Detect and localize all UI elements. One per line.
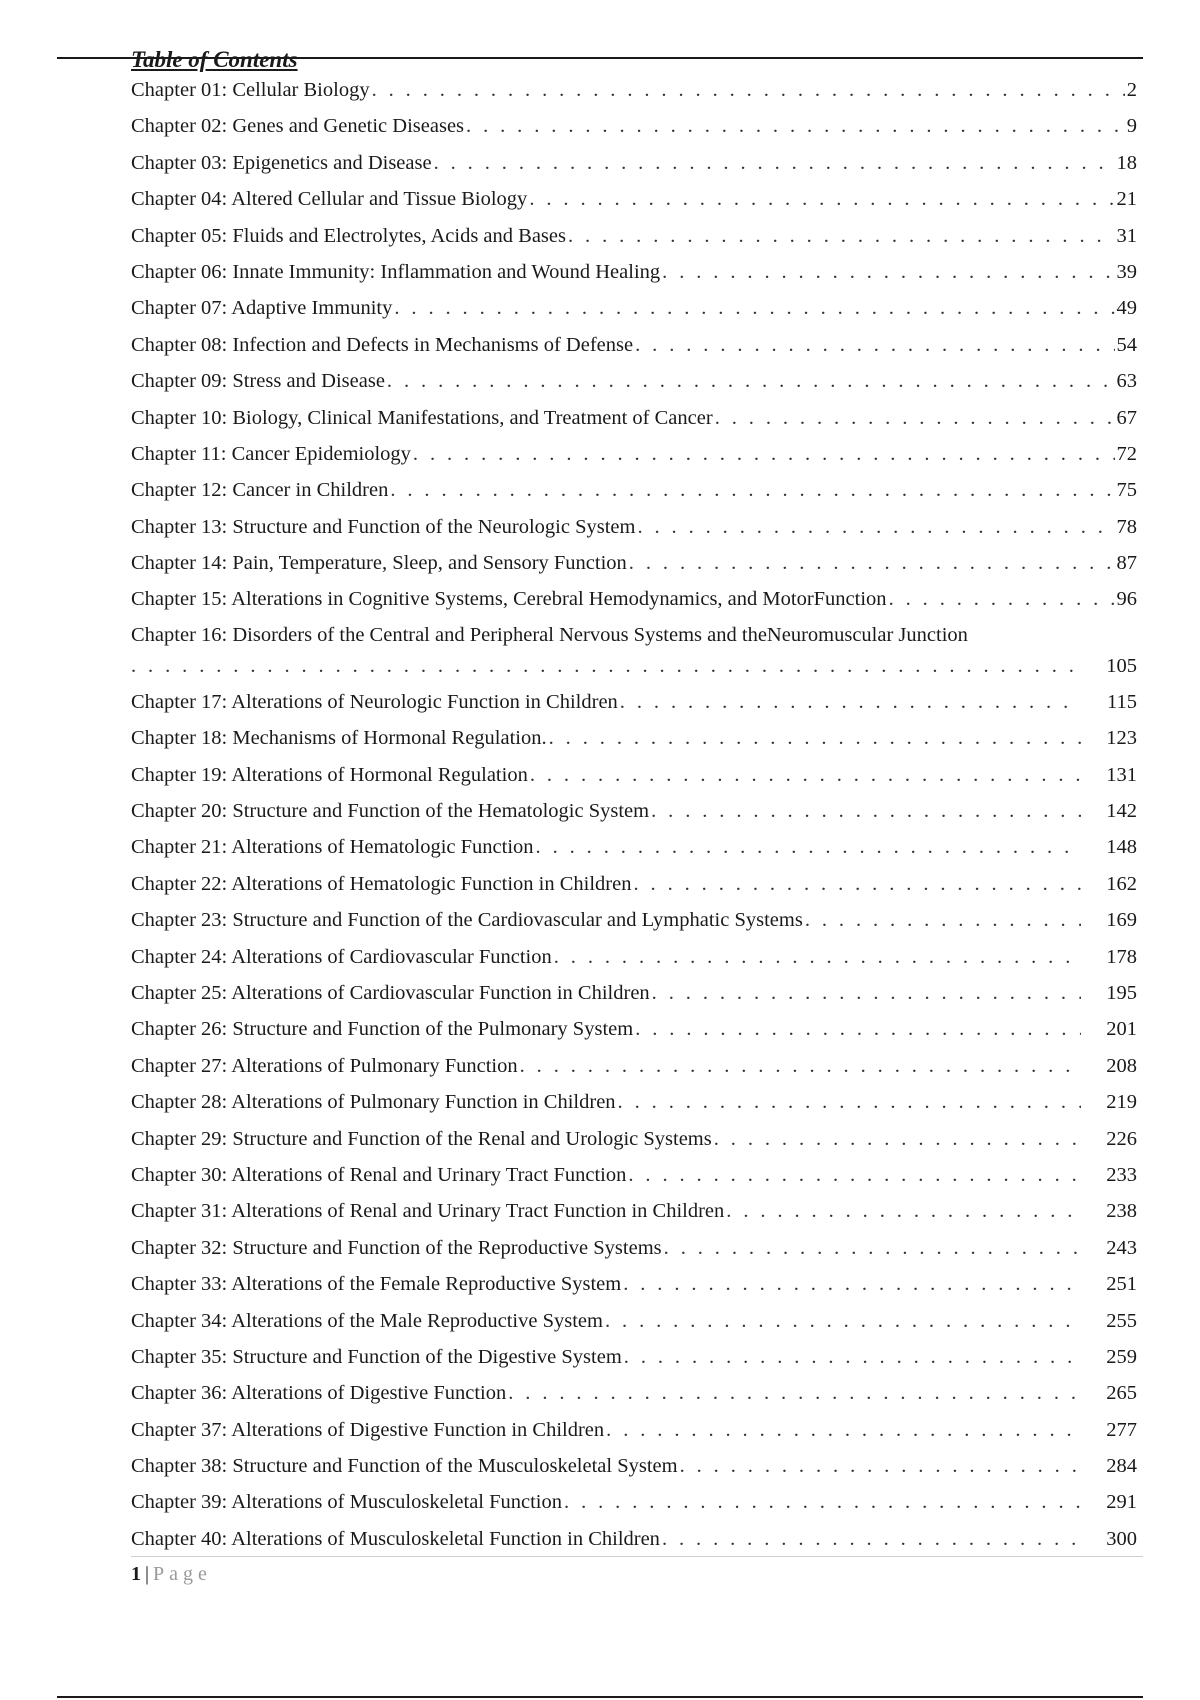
toc-entry-title: Chapter 27: Alterations of Pulmonary Function bbox=[131, 1054, 518, 1077]
toc-entry[interactable] bbox=[131, 327, 1137, 363]
toc-entry-page: 63 bbox=[1116, 370, 1137, 393]
toc-entry-page: 243 bbox=[1106, 1236, 1137, 1259]
toc-entry-title: Chapter 02: Genes and Genetic Diseases bbox=[131, 115, 465, 138]
dot-leader bbox=[568, 218, 1115, 254]
toc-entry[interactable] bbox=[131, 436, 1137, 472]
toc-entry[interactable] bbox=[131, 902, 1137, 938]
dot-leader bbox=[652, 975, 1081, 1011]
toc-entry-page: 201 bbox=[1106, 1018, 1137, 1041]
toc-entry[interactable] bbox=[131, 1266, 1137, 1302]
dot-leader bbox=[633, 866, 1081, 902]
toc-entry[interactable] bbox=[131, 254, 1137, 290]
toc-entry-page: 208 bbox=[1106, 1054, 1137, 1077]
toc-entry-title: Chapter 35: Structure and Function of the Digestive System bbox=[131, 1345, 622, 1368]
toc-entry-page: 115 bbox=[1107, 690, 1137, 713]
toc-entry-title: Chapter 11: Cancer Epidemiology bbox=[131, 442, 411, 465]
toc-entry-page: 78 bbox=[1116, 515, 1137, 538]
dot-leader bbox=[394, 290, 1114, 326]
toc-entry[interactable] bbox=[131, 472, 1137, 508]
toc-entry-page: 54 bbox=[1116, 333, 1137, 356]
toc-entry-page: 277 bbox=[1106, 1418, 1137, 1441]
toc-entry[interactable] bbox=[131, 1339, 1137, 1375]
toc-entry[interactable] bbox=[131, 1048, 1137, 1084]
toc-entry-title: Chapter 09: Stress and Disease bbox=[131, 370, 385, 393]
toc-entry[interactable] bbox=[131, 218, 1137, 254]
toc-entry-page: 255 bbox=[1106, 1309, 1137, 1332]
toc-entry[interactable] bbox=[131, 975, 1137, 1011]
toc-entry-page: 169 bbox=[1106, 909, 1137, 932]
toc-entry-title: Chapter 30: Alterations of Renal and Urinary Tract Function bbox=[131, 1163, 627, 1186]
toc-entry-page: 31 bbox=[1116, 224, 1137, 247]
dot-leader bbox=[714, 1121, 1081, 1157]
toc-entry-page: 251 bbox=[1106, 1273, 1137, 1296]
toc-entry-title: Chapter 03: Epigenetics and Disease bbox=[131, 151, 432, 174]
toc-entry-page: 195 bbox=[1106, 981, 1137, 1004]
page-number: 1 bbox=[131, 1563, 141, 1585]
toc-entry-page: 105 bbox=[1106, 654, 1137, 677]
dot-leader bbox=[372, 72, 1125, 108]
dot-leader bbox=[413, 436, 1115, 472]
dot-leader bbox=[623, 1266, 1081, 1302]
toc-entry[interactable] bbox=[131, 1193, 1137, 1229]
toc-entry[interactable] bbox=[131, 363, 1137, 399]
toc-entry[interactable] bbox=[131, 829, 1137, 865]
toc-entry[interactable] bbox=[131, 1011, 1137, 1047]
toc-entry[interactable] bbox=[131, 181, 1137, 217]
toc-entry-title: Chapter 18: Mechanisms of Hormonal Regulation. bbox=[131, 727, 547, 750]
toc-entry-page: 87 bbox=[1116, 552, 1137, 575]
toc-entry-title: Chapter 21: Alterations of Hematologic Function bbox=[131, 836, 534, 859]
toc-entry-title: Chapter 20: Structure and Function of the Hematologic System bbox=[131, 800, 650, 823]
toc-entry-page: 259 bbox=[1106, 1345, 1137, 1368]
toc-entry[interactable] bbox=[131, 1484, 1137, 1520]
dot-leader bbox=[726, 1193, 1081, 1229]
toc-entry[interactable] bbox=[131, 1412, 1137, 1448]
toc-entry-page: 9 bbox=[1126, 115, 1137, 138]
toc-entry-title: Chapter 34: Alterations of the Male Reproductive System bbox=[131, 1309, 603, 1332]
page-label: Page bbox=[153, 1563, 212, 1585]
toc-entry-page: 72 bbox=[1116, 442, 1137, 465]
toc-entry-title: Chapter 26: Structure and Function of the Pulmonary System bbox=[131, 1018, 634, 1041]
toc-entry-title: Chapter 28: Alterations of Pulmonary Function in Children bbox=[131, 1091, 616, 1114]
toc-entry[interactable] bbox=[131, 1084, 1137, 1120]
dot-leader bbox=[624, 1339, 1081, 1375]
toc-entry[interactable] bbox=[131, 108, 1137, 144]
dot-leader bbox=[618, 1084, 1081, 1120]
toc-heading: Table of Contents bbox=[131, 47, 298, 72]
dot-leader bbox=[554, 939, 1081, 975]
dot-leader bbox=[606, 1412, 1081, 1448]
toc-entry[interactable] bbox=[131, 400, 1137, 436]
toc-entry-title: Chapter 31: Alterations of Renal and Urinary Tract Function in Children bbox=[131, 1200, 725, 1223]
table-of-contents bbox=[131, 72, 1137, 1557]
toc-entry-title: Chapter 22: Alterations of Hematologic Function in Children bbox=[131, 872, 632, 895]
toc-entry[interactable] bbox=[131, 581, 1137, 617]
toc-entry[interactable] bbox=[131, 720, 1137, 756]
toc-entry-title: Chapter 15: Alterations in Cognitive Systems, Cerebral Hemodynamics, and MotorFunction bbox=[131, 588, 887, 611]
toc-entry-page: 123 bbox=[1106, 727, 1137, 750]
toc-entry-page: 284 bbox=[1106, 1455, 1137, 1478]
toc-entry-page: 300 bbox=[1106, 1527, 1137, 1550]
toc-entry[interactable] bbox=[131, 939, 1137, 975]
dot-leader bbox=[662, 254, 1114, 290]
toc-entry-page: 233 bbox=[1106, 1163, 1137, 1186]
toc-entry-title: Chapter 32: Structure and Function of the Reproductive Systems bbox=[131, 1236, 662, 1259]
toc-entry-continuation bbox=[131, 648, 1137, 684]
toc-entry-page: 178 bbox=[1106, 945, 1137, 968]
page-bottom-rule bbox=[57, 1696, 1143, 1698]
dot-leader bbox=[529, 181, 1114, 217]
toc-entry[interactable] bbox=[131, 72, 1137, 108]
toc-entry[interactable] bbox=[131, 290, 1137, 326]
dot-leader bbox=[715, 400, 1115, 436]
dot-leader bbox=[635, 327, 1114, 363]
toc-entry-title: Chapter 39: Alterations of Musculoskeletal Function bbox=[131, 1491, 563, 1514]
dot-leader bbox=[637, 509, 1114, 545]
toc-entry-title: Chapter 29: Structure and Function of the Renal and Urologic Systems bbox=[131, 1127, 712, 1150]
toc-entry-title: Chapter 10: Biology, Clinical Manifestations, and Treatment of Cancer bbox=[131, 406, 713, 429]
toc-entry-title: Chapter 14: Pain, Temperature, Sleep, and Sensory Function bbox=[131, 552, 627, 575]
dot-leader bbox=[629, 545, 1115, 581]
toc-entry-title: Chapter 08: Infection and Defects in Mechanisms of Defense bbox=[131, 333, 634, 356]
toc-entry[interactable] bbox=[131, 545, 1137, 581]
toc-entry-title: Chapter 24: Alterations of Cardiovascular Function bbox=[131, 945, 552, 968]
dot-leader bbox=[520, 1048, 1081, 1084]
page-footer bbox=[131, 1562, 212, 1586]
toc-entry-title: Chapter 37: Alterations of Digestive Function in Children bbox=[131, 1418, 605, 1441]
toc-entry-title: Chapter 07: Adaptive Immunity bbox=[131, 297, 393, 320]
toc-entry[interactable] bbox=[131, 1157, 1137, 1193]
dot-leader bbox=[620, 684, 1081, 720]
toc-entry-title: Chapter 40: Alterations of Musculoskeletal Function in Children bbox=[131, 1527, 660, 1550]
dot-leader bbox=[434, 145, 1115, 181]
dot-leader bbox=[635, 1011, 1081, 1047]
toc-entry[interactable] bbox=[131, 145, 1137, 181]
toc-entry-title: Chapter 05: Fluids and Electrolytes, Acids and Bases bbox=[131, 224, 566, 247]
toc-entry[interactable] bbox=[131, 1121, 1137, 1157]
toc-entry-page: 226 bbox=[1106, 1127, 1137, 1150]
toc-entry-title: Chapter 36: Alterations of Digestive Function bbox=[131, 1382, 507, 1405]
toc-entry-page: 238 bbox=[1106, 1200, 1137, 1223]
dot-leader bbox=[387, 363, 1115, 399]
toc-entry-page: 75 bbox=[1116, 479, 1137, 502]
toc-entry-page: 291 bbox=[1106, 1491, 1137, 1514]
dot-leader bbox=[651, 793, 1081, 829]
dot-leader bbox=[805, 902, 1081, 938]
toc-entry-title: Chapter 17: Alterations of Neurologic Function in Children bbox=[131, 690, 618, 713]
footer-separator: | bbox=[145, 1563, 150, 1585]
dot-leader bbox=[390, 472, 1114, 508]
toc-entry-title: Chapter 06: Innate Immunity: Inflammation and Wound Healing bbox=[131, 260, 661, 283]
toc-entry-page: 148 bbox=[1106, 836, 1137, 859]
toc-entry[interactable] bbox=[131, 622, 1137, 648]
toc-entry[interactable] bbox=[131, 509, 1137, 545]
toc-entry-title: Chapter 25: Alterations of Cardiovascular Function in Children bbox=[131, 981, 650, 1004]
dot-leader bbox=[530, 757, 1081, 793]
toc-entry-page: 142 bbox=[1106, 800, 1137, 823]
toc-entry-title: Chapter 12: Cancer in Children bbox=[131, 479, 389, 502]
toc-entry-page: 265 bbox=[1106, 1382, 1137, 1405]
dot-leader bbox=[564, 1484, 1081, 1520]
dot-leader bbox=[605, 1303, 1081, 1339]
toc-entry-title: Chapter 23: Structure and Function of the Cardiovascular and Lymphatic Systems bbox=[131, 909, 803, 932]
toc-entry-title: Chapter 04: Altered Cellular and Tissue Biology bbox=[131, 188, 528, 211]
toc-entry-page: 49 bbox=[1116, 297, 1137, 320]
toc-entry[interactable] bbox=[131, 1521, 1137, 1557]
footer-rule bbox=[131, 1556, 1143, 1557]
toc-entry-title: Chapter 33: Alterations of the Female Reproductive System bbox=[131, 1273, 622, 1296]
dot-leader bbox=[508, 1375, 1081, 1411]
dot-leader bbox=[131, 648, 1081, 684]
toc-entry-page: 21 bbox=[1116, 188, 1137, 211]
toc-entry[interactable] bbox=[131, 684, 1137, 720]
toc-entry-title: Chapter 01: Cellular Biology bbox=[131, 79, 370, 101]
dot-leader bbox=[549, 720, 1081, 756]
dot-leader bbox=[662, 1521, 1081, 1557]
dot-leader bbox=[466, 108, 1125, 144]
toc-entry-page: 162 bbox=[1106, 872, 1137, 895]
toc-entry-page: 67 bbox=[1116, 406, 1137, 429]
toc-entry[interactable] bbox=[131, 866, 1137, 902]
toc-entry-page: 219 bbox=[1106, 1091, 1137, 1114]
toc-entry-title: Chapter 13: Structure and Function of the Neurologic System bbox=[131, 515, 636, 538]
toc-entry[interactable] bbox=[131, 1230, 1137, 1266]
toc-entry-title: Chapter 16: Disorders of the Central and Peripheral Nervous Systems and theNeuromuscular Junction bbox=[131, 623, 968, 646]
toc-entry-page: 96 bbox=[1116, 588, 1137, 611]
toc-entry-page: 131 bbox=[1106, 763, 1137, 786]
toc-entry[interactable] bbox=[131, 1375, 1137, 1411]
toc-entry-page: 18 bbox=[1116, 151, 1137, 174]
toc-entry-title: Chapter 19: Alterations of Hormonal Regulation bbox=[131, 763, 528, 786]
dot-leader bbox=[664, 1230, 1081, 1266]
toc-entry-page: 2 bbox=[1126, 79, 1137, 101]
dot-leader bbox=[628, 1157, 1081, 1193]
toc-entry-page: 39 bbox=[1116, 260, 1137, 283]
dot-leader bbox=[680, 1448, 1081, 1484]
toc-entry[interactable] bbox=[131, 757, 1137, 793]
toc-entry[interactable] bbox=[131, 1448, 1137, 1484]
dot-leader bbox=[536, 829, 1081, 865]
toc-entry-title: Chapter 38: Structure and Function of the Musculoskeletal System bbox=[131, 1455, 678, 1478]
toc-entry[interactable] bbox=[131, 793, 1137, 829]
toc-entry[interactable] bbox=[131, 1303, 1137, 1339]
dot-leader bbox=[889, 581, 1115, 617]
